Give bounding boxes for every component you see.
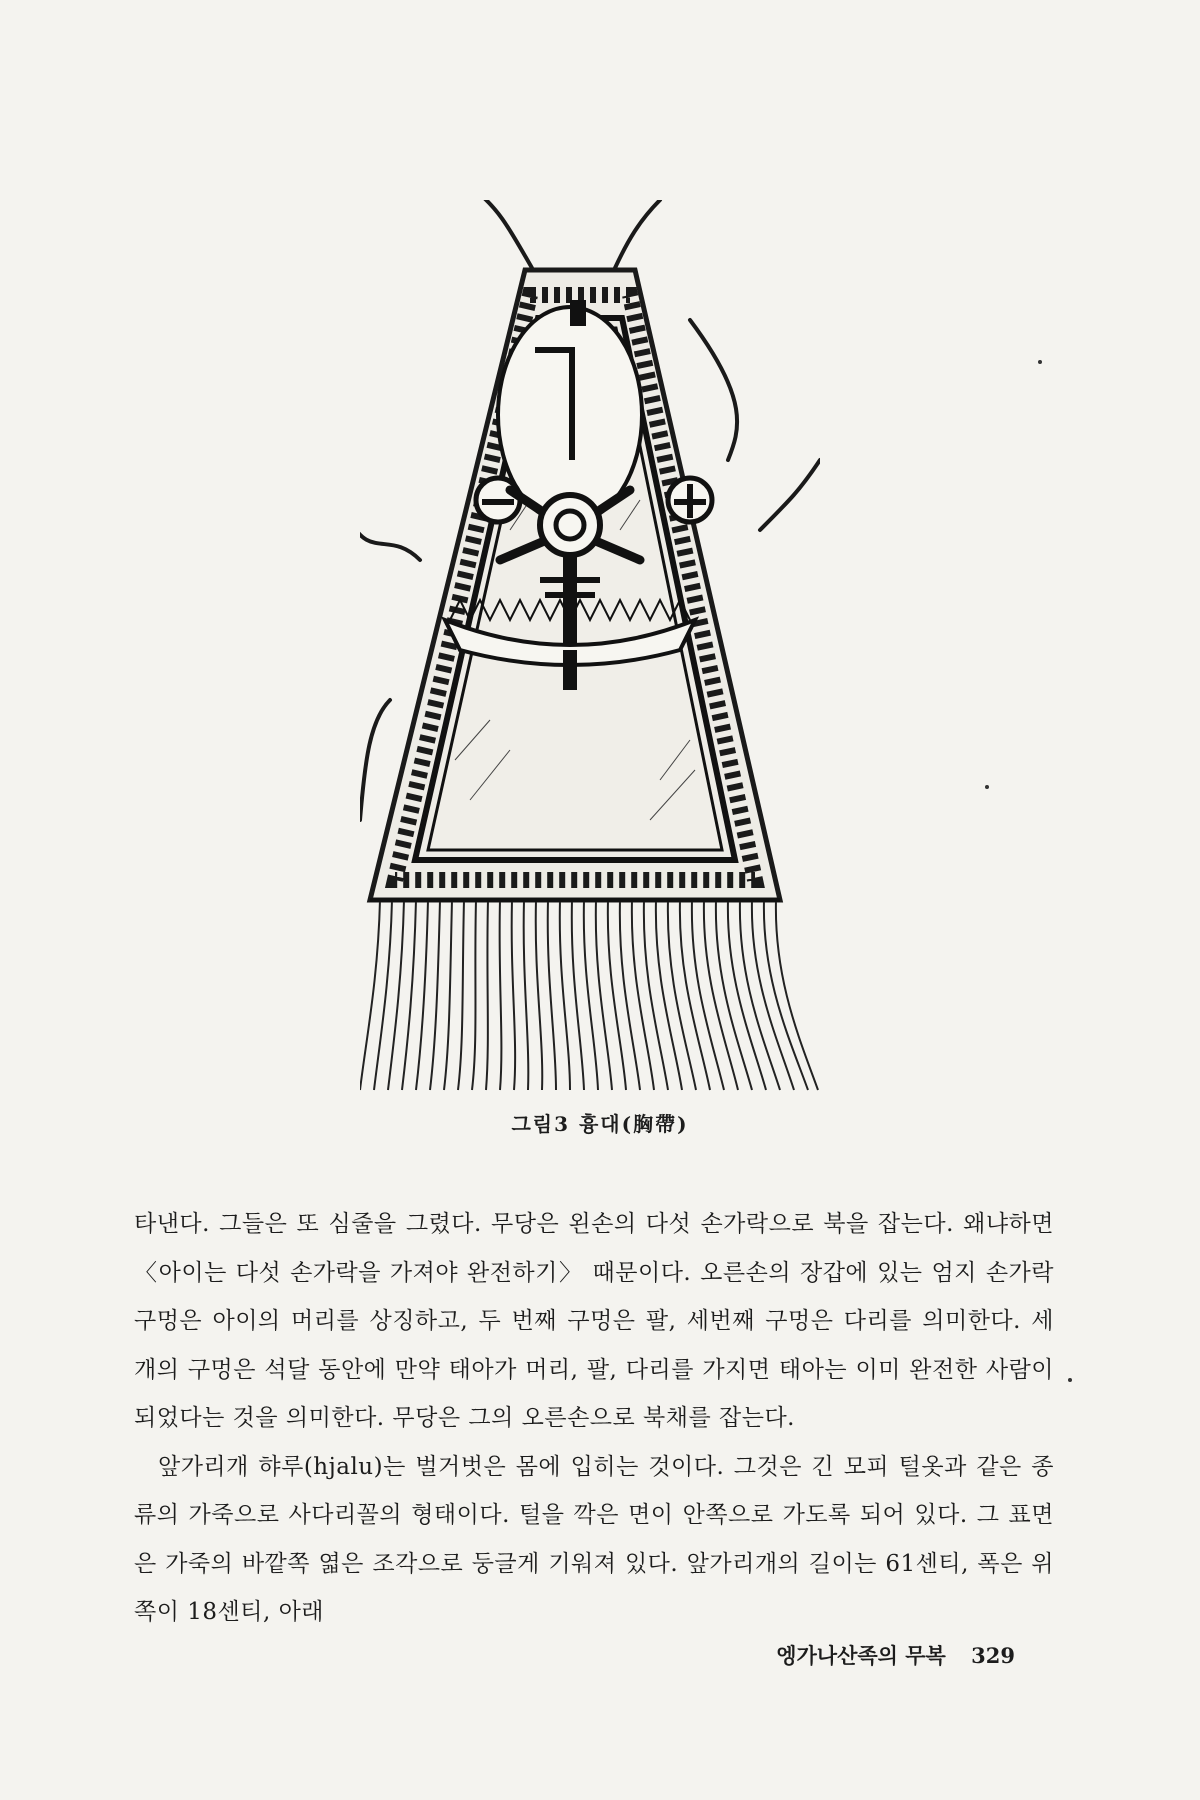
left-side-string: [360, 520, 420, 560]
stray-mark: [1068, 1378, 1072, 1382]
breastband-illustration: [360, 200, 820, 1100]
center-disc: [540, 495, 600, 555]
figure-caption: 그림3 흉대(胸帶): [511, 1112, 689, 1136]
stray-mark: [1038, 360, 1042, 364]
stray-mark: [985, 785, 989, 789]
page-footer: [776, 1640, 1015, 1670]
left-top-string: [475, 200, 532, 268]
right-top-string: [615, 200, 660, 268]
right-side-string: [690, 320, 737, 460]
body-text: [134, 1200, 1054, 1637]
left-lower-string: [360, 700, 390, 820]
paragraph-1: 타낸다. 그들은 또 심줄을 그렸다. 무당은 왼손의 다섯 손가락으로 북을 잡는다. 왜냐하면 〈아이는 다섯 손가락을 가져야 완전하기〉 때문이다. 오른손의 장갑에 있는 엄지 손가락 구멍은 아이의 머리를 상징하고, 두 번째 구멍은 팔, 세번째 구멍은 다리를 의미한다. 세 개의 구멍은 석달 동안에 만약 태아가 머리, 팔, 다리를 가지면 태아는 이미 완전한 사람이 되었다는 것을 의미한다. 무당은 그의 오른손으로 북채를 잡는다.: [134, 1211, 1054, 1431]
fringe: [360, 900, 818, 1090]
running-title: 엥가나산족의 무복: [776, 1643, 946, 1668]
right-lower-string: [760, 460, 820, 530]
breastband-drawing: [360, 200, 820, 1100]
paragraph-2: 앞가리개 햐루(hjalu)는 벌거벗은 몸에 입히는 것이다. 그것은 긴 모피 털옷과 같은 종류의 가죽으로 사다리꼴의 형태이다. 털을 깍은 면이 안쪽으로 가도록 되어 있다. 그 표면은 가죽의 바깥쪽 엷은 조각으로 둥글게 기워져 있다. 앞가리개의 길이는 61센티, 폭은 위쪽이 18센티, 아래: [134, 1453, 1054, 1625]
page-number: 329: [971, 1643, 1015, 1668]
